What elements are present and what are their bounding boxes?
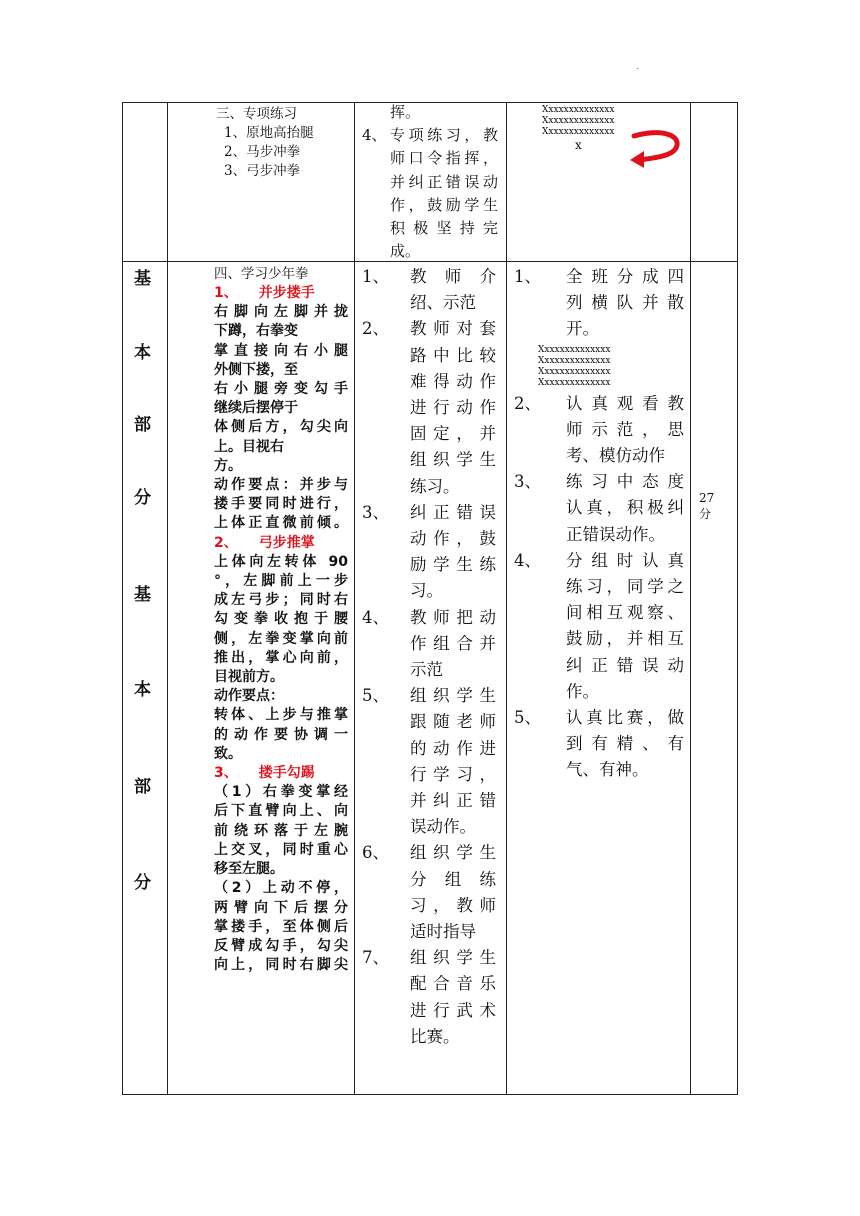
teacher-line: 教师对套: [410, 319, 496, 339]
move-line: 侧，左拳变掌向前: [214, 630, 348, 647]
student-line: 认真观看教: [566, 393, 684, 413]
move-line: 上体正直微前倾。: [214, 515, 348, 532]
item-number: 3、: [514, 472, 541, 492]
section-char: 分: [134, 488, 151, 508]
teacher-line: 行学习，: [410, 764, 496, 784]
student-line: 分组时认真: [566, 550, 684, 570]
move-line: 方。: [214, 457, 242, 474]
content-line: 2、马步冲拳: [224, 144, 301, 160]
teacher-line: 进行武术: [410, 1000, 496, 1020]
formation-line: x: [575, 138, 582, 152]
student-line: 间相互观察、: [566, 603, 684, 623]
teacher-line: 适时指导: [410, 922, 476, 942]
teacher-item: [362, 316, 502, 499]
teacher-line: 积极坚持完: [390, 219, 498, 238]
teacher-line: 成。: [390, 242, 421, 261]
student-line: 正错误动作。: [566, 524, 665, 544]
student-line: 师示范，思: [566, 419, 684, 439]
row2-student: [514, 264, 686, 784]
teacher-item: [362, 683, 502, 840]
content-heading: 四、学习少年拳: [214, 266, 309, 282]
teacher-line: 练习。: [410, 476, 460, 496]
move-line: 成左弓步；同时右: [214, 592, 348, 609]
move-line: 前绕环落于左腕: [214, 822, 348, 839]
teacher-line: 作，鼓励学生: [390, 195, 498, 214]
teacher-line: 固定，并: [410, 424, 496, 444]
formation-line: Xxxxxxxxxxxxxx: [538, 344, 611, 355]
teacher-line: 跟随老师: [410, 712, 496, 732]
teacher-item: [362, 500, 502, 605]
student-line: 认真比赛，做: [566, 708, 684, 728]
teacher-line: 纠正错误: [410, 502, 496, 522]
move-line: 动作要点：并步与: [214, 477, 348, 494]
move-line: 后下直臂向上、向: [214, 803, 348, 820]
curved-arrow-icon: [624, 128, 684, 168]
teacher-line: 师口令指挥，: [390, 149, 498, 168]
teacher-line: 分组练: [410, 869, 496, 889]
student-item: [514, 469, 686, 548]
move-line: 移至左腿。: [214, 861, 284, 878]
student-line: 练习，同学之: [566, 577, 684, 597]
teacher-line: 示范: [410, 660, 443, 680]
item-number: 1、: [514, 267, 541, 286]
teacher-line: 组织学生: [410, 686, 496, 706]
move-title: 3、 搂手勾踢: [214, 765, 315, 782]
lesson-plan-table: [122, 102, 738, 1095]
teacher-item: [362, 840, 502, 945]
student-line: 考、模仿动作: [566, 446, 665, 466]
move-line: 外侧下搂，至: [214, 361, 298, 378]
move-line: 两臂向下后摆分: [214, 899, 348, 916]
student-line: 全班分成四: [566, 267, 684, 286]
student-line: 鼓励，并相互: [566, 629, 684, 649]
section-char: 部: [134, 415, 151, 435]
student-item: [514, 391, 686, 470]
teacher-line: 作组合并: [410, 633, 496, 653]
student-item: [514, 705, 686, 784]
teacher-item: [362, 945, 502, 1050]
move-line: 下蹲，右拳变: [214, 323, 298, 340]
move-line: °，左脚前上一步: [214, 573, 348, 590]
teacher-line: 配合音乐: [410, 974, 496, 994]
content-line: 3、弓步冲拳: [224, 163, 301, 179]
row2-content: [214, 264, 348, 975]
move-line: 掌搂手，至体侧后: [214, 918, 348, 935]
content-line: 三、专项练习: [216, 106, 297, 122]
teacher-line: 组织学生: [410, 843, 496, 863]
move-line: 右小腿旁变勾手: [214, 381, 348, 398]
student-line: 到有精、有: [566, 734, 684, 754]
teacher-line: 并纠正错误动: [390, 172, 498, 191]
header-mark: .: [636, 62, 639, 71]
student-item: [514, 264, 686, 343]
teacher-line: 教师把动: [410, 607, 496, 627]
section-char: 基: [134, 585, 151, 605]
teacher-line: 挥。: [390, 103, 421, 121]
teacher-line: 难得动作: [410, 371, 496, 391]
item-number: 2、: [514, 393, 541, 413]
student-line: 列横队并散: [566, 293, 684, 313]
item-number: 4、: [362, 126, 387, 145]
student-item: [514, 548, 686, 705]
section-char: 本: [134, 680, 151, 700]
move-line: 目视前方。: [214, 669, 284, 686]
teacher-item: [362, 124, 502, 263]
item-number: 2、: [362, 319, 389, 339]
move-line: 转体、上步与推掌: [214, 707, 348, 724]
formation-line: Xxxxxxxxxxxxxx: [538, 366, 611, 377]
move-title: 2、 弓步推掌: [214, 534, 315, 551]
section-char: 部: [134, 777, 151, 797]
section-char: 本: [134, 343, 151, 363]
move-line: 推出，掌心向前，: [214, 649, 348, 666]
item-number: 3、: [362, 502, 389, 522]
move-line: 上。目视右: [214, 438, 284, 455]
move-title: 1、 并步搂手: [214, 285, 315, 301]
move-line: 勾变拳收抱于腰: [214, 611, 348, 628]
teacher-line: 习。: [410, 581, 443, 601]
move-line: （1）右拳变掌经: [214, 784, 348, 801]
content-line: 1、原地高抬腿: [224, 125, 314, 141]
student-line: 作。: [566, 681, 599, 701]
teacher-line: 路中比较: [410, 345, 496, 365]
section-char: 分: [134, 873, 151, 893]
move-line: 的动作要协调一: [214, 726, 348, 743]
time-unit: 分: [699, 507, 712, 521]
move-line: 上交叉，同时重心: [214, 841, 348, 858]
teacher-line: 组织学生: [410, 450, 496, 470]
teacher-line: 习，教师: [410, 895, 496, 915]
row2-formation: [514, 343, 686, 391]
formation-line: Xxxxxxxxxxxxxx: [538, 377, 611, 388]
student-line: 气、有神。: [566, 760, 649, 780]
item-number: 5、: [362, 686, 389, 706]
move-line: 动作要点：: [214, 688, 284, 705]
teacher-line: 励学生练: [410, 555, 496, 575]
teacher-line: 绍、示范: [410, 293, 476, 313]
student-line: 开。: [566, 319, 599, 339]
item-number: 7、: [362, 948, 389, 968]
formation-line: Xxxxxxxxxxxxxx: [542, 127, 615, 137]
student-line: 练习中态度: [566, 472, 684, 492]
item-number: 6、: [362, 843, 389, 863]
move-line: 反臂成勾手，勾尖: [214, 937, 348, 954]
teacher-line: 组织学生: [410, 948, 496, 968]
move-line: 体侧后方，勾尖向: [214, 419, 348, 436]
move-line: 搂手要同时进行，: [214, 496, 348, 513]
teacher-line: 动作，鼓: [410, 529, 496, 549]
item-number: 1、: [362, 267, 389, 286]
teacher-line: 并纠正错: [410, 791, 496, 811]
move-line: 继续后摆停于: [214, 400, 298, 417]
teacher-line: 误动作。: [410, 817, 476, 837]
teacher-line: 进行动作: [410, 398, 496, 418]
student-line: 认真，积极纠: [566, 498, 684, 518]
move-line: （2）上动不停，: [214, 880, 348, 897]
section-char: 基: [134, 269, 151, 289]
move-line: 致。: [214, 745, 242, 762]
item-number: 4、: [362, 607, 389, 627]
move-line: 右脚向左脚并拢: [214, 304, 348, 321]
row2-teacher: [362, 264, 502, 1050]
time-value: 27: [699, 491, 715, 505]
formation-line: Xxxxxxxxxxxxxx: [538, 355, 611, 366]
teacher-item: [362, 264, 502, 316]
teacher-line: 比赛。: [410, 1026, 460, 1046]
move-line: 向上，同时右脚尖: [214, 957, 348, 974]
move-line: 掌直接向右小腿: [214, 342, 348, 359]
time-cell: [699, 490, 729, 522]
teacher-item: [362, 605, 502, 684]
teacher-line: 的动作进: [410, 738, 496, 758]
formation-line: Xxxxxxxxxxxxxx: [542, 105, 615, 115]
teacher-line: 专项练习，教: [390, 126, 498, 145]
formation-line: Xxxxxxxxxxxxxx: [542, 116, 615, 126]
row1-content: [216, 105, 352, 181]
item-number: 4、: [514, 550, 541, 570]
student-line: 纠正错误动: [566, 655, 684, 675]
teacher-line: 教师介: [410, 267, 496, 286]
move-line: 上体向左转体 90: [214, 553, 348, 570]
item-number: 5、: [514, 708, 541, 728]
row1-teacher: [362, 101, 502, 263]
